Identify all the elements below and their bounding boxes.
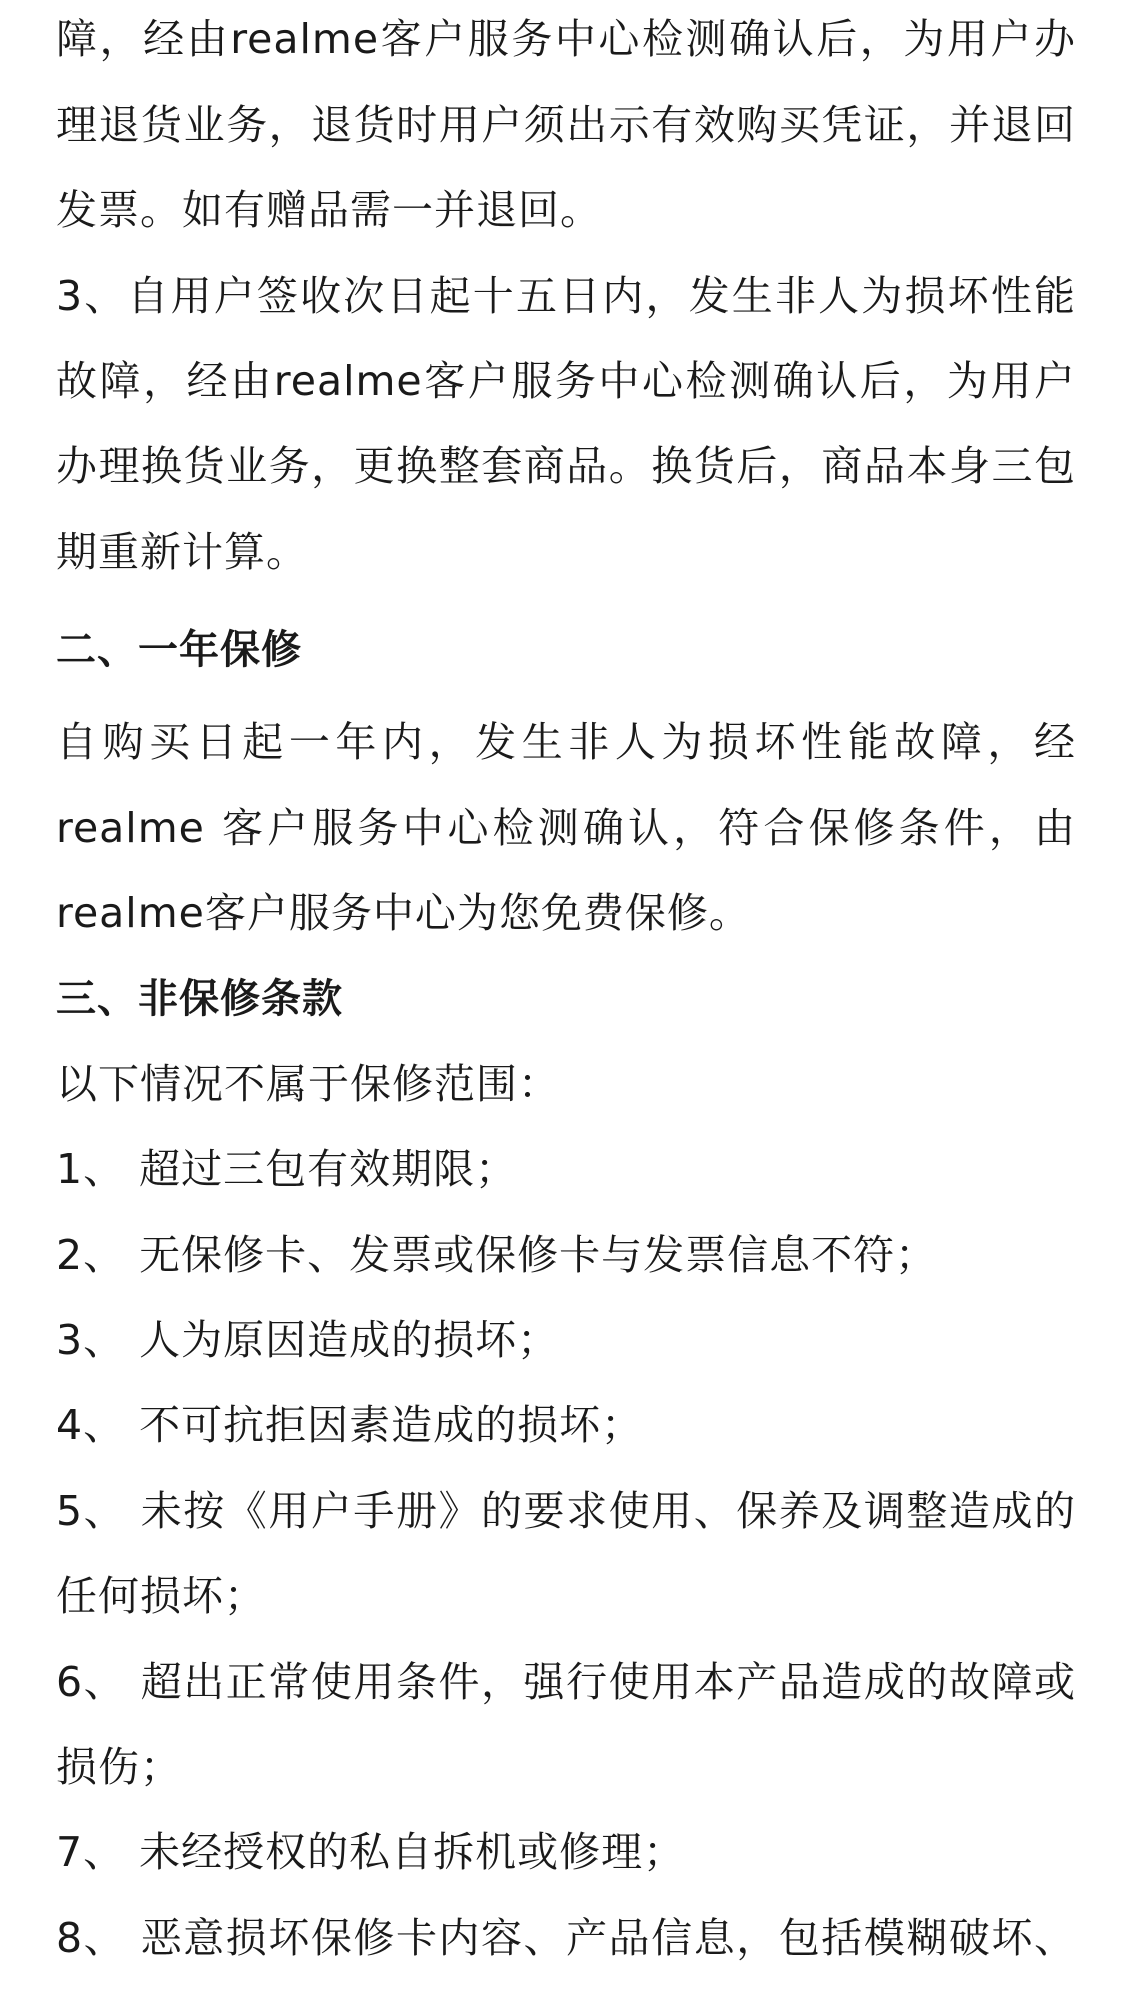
paragraph-line: 以下情况不属于保修范围： — [56, 1060, 560, 1108]
list-item: 7、 未经授权的私自拆机或修理； — [56, 1828, 686, 1876]
list-item: 8、 恶意损坏保修卡内容、产品信息，包括模糊破坏、 — [56, 1914, 1076, 1962]
paragraph-line: 办理换货业务，更换整套商品。换货后，商品本身三包 — [56, 442, 1076, 490]
list-item: 1、 超过三包有效期限； — [56, 1145, 518, 1193]
paragraph-line: realme 客户服务中心检测确认，符合保修条件，由 — [56, 804, 1076, 852]
list-item: 3、 人为原因造成的损坏； — [56, 1316, 560, 1364]
paragraph-line: 期重新计算。 — [56, 528, 308, 576]
list-item: 5、 未按《用户手册》的要求使用、保养及调整造成的 — [56, 1487, 1076, 1535]
list-item-continuation: 任何损坏； — [56, 1572, 266, 1620]
paragraph-line: 障，经由realme客户服务中心检测确认后，为用户办 — [56, 15, 1076, 63]
section-heading: 三、非保修条款 — [56, 976, 343, 1022]
section-heading: 二、一年保修 — [56, 627, 302, 673]
paragraph-line: 故障，经由realme客户服务中心检测确认后，为用户 — [56, 357, 1076, 405]
paragraph-line: 自购买日起一年内，发生非人为损坏性能故障，经 — [56, 718, 1076, 766]
paragraph-line: 发票。如有赠品需一并退回。 — [56, 186, 602, 234]
list-item: 4、 不可抗拒因素造成的损坏； — [56, 1401, 644, 1449]
list-item-continuation: 损伤； — [56, 1743, 182, 1791]
paragraph-line: realme客户服务中心为您免费保修。 — [56, 889, 751, 937]
paragraph-line: 3、自用户签收次日起十五日内，发生非人为损坏性能 — [56, 272, 1076, 320]
list-item: 6、 超出正常使用条件，强行使用本产品造成的故障或 — [56, 1658, 1076, 1706]
list-item: 2、 无保修卡、发票或保修卡与发票信息不符； — [56, 1231, 938, 1279]
paragraph-line: 理退货业务，退货时用户须出示有效购买凭证，并退回 — [56, 101, 1076, 149]
